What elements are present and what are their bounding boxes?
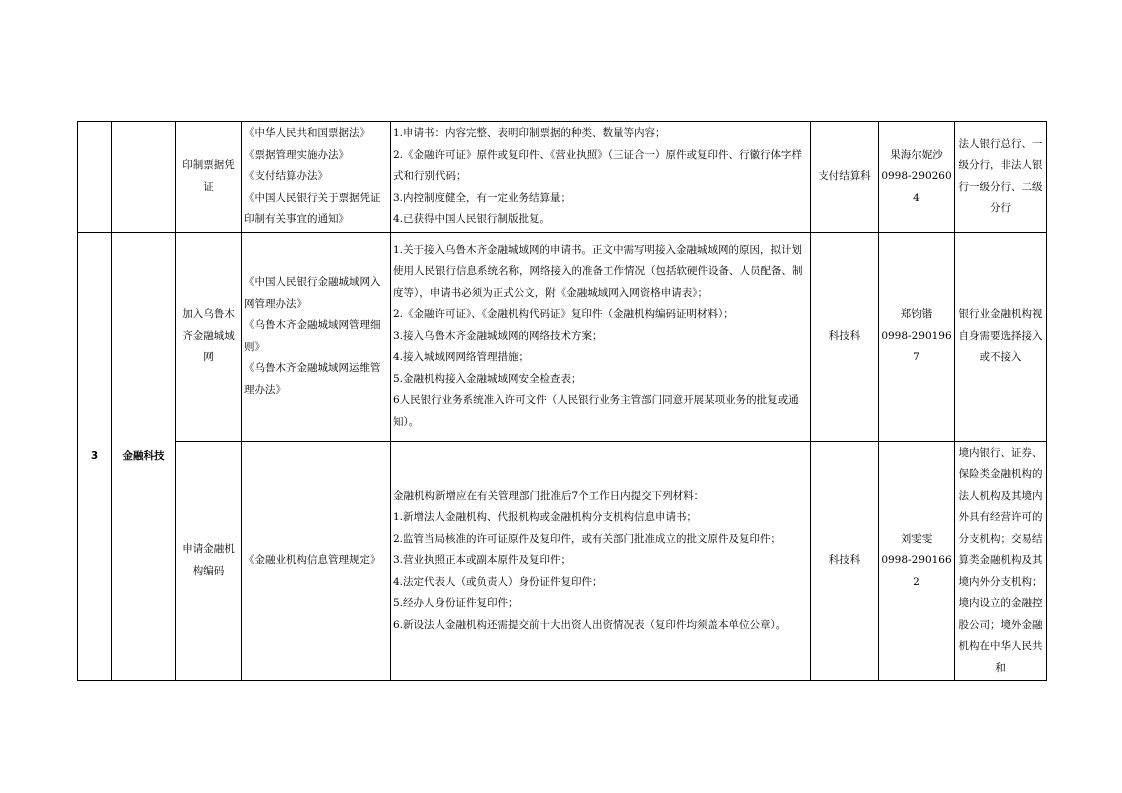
- material-line: 6.新设法人金融机构还需提交前十大出资人出资情况表（复印件均须盖本单位公章）。: [393, 618, 787, 631]
- materials-cell: [391, 441, 811, 681]
- materials-cell: [391, 122, 811, 233]
- contact-phone: 0998-2901967: [881, 329, 952, 364]
- item-cell: 印制票据凭证: [176, 122, 242, 233]
- basis-line: 《乌鲁木齐金融城域网运维管理办法》: [244, 362, 381, 396]
- category-cell: 金融科技: [112, 232, 176, 681]
- material-line: 2.《金融许可证》、《金融机构代码证》复印件（金融机构编码证明材料）；: [393, 308, 734, 321]
- item-cell: 加入乌鲁木齐金融城域网: [176, 232, 242, 441]
- material-line: 5.金融机构接入金融城域网安全检查表；: [393, 372, 582, 385]
- scope-cell: 银行业金融机构视自身需要选择接入或不接入: [955, 232, 1047, 441]
- contact-name: 刘雯雯: [900, 532, 933, 545]
- basis-line: 《中国人民银行关于票据凭证印制有关事宜的通知》: [244, 191, 381, 225]
- department-cell: 支付结算科: [811, 122, 879, 233]
- materials-cell: [391, 232, 811, 441]
- basis-line: 《中华人民共和国票据法》: [244, 127, 370, 139]
- material-line: 3.营业执照正本或副本原件及复印件；: [393, 554, 572, 566]
- category-cell: [112, 122, 176, 233]
- table-row: [78, 122, 1047, 233]
- basis-line: 《票据管理实施办法》: [244, 148, 349, 161]
- basis-cell: [242, 122, 391, 233]
- row-number-cell: [78, 122, 112, 233]
- material-line: 4.法定代表人（或负责人）身份证件复印件；: [393, 575, 603, 588]
- material-line: 4.接入城域网网络管理措施；: [393, 351, 530, 364]
- department-cell: 科技科: [811, 232, 879, 441]
- material-line: 3.接入乌鲁木齐金融城域网的网络技术方案；: [393, 329, 603, 342]
- material-line: 金融机构新增应在有关管理部门批准后7个工作日内提交下列材料：: [393, 489, 705, 502]
- basis-line: 《支付结算办法》: [244, 170, 328, 182]
- material-line: 5.经办人身份证件复印件；: [393, 597, 519, 609]
- material-line: 6人民银行业务系统准入许可文件（人民银行业务主管部门同意开展某项业务的批复或通知）。: [393, 394, 799, 428]
- material-line: 3.内控制度健全，有一定业务结算量；: [393, 191, 572, 204]
- basis-cell: [242, 232, 391, 441]
- contact-name: 郑钧锴: [900, 308, 933, 321]
- material-line: 1.关于接入乌鲁木齐金融城域网的申请书。正文中需写明接入金融城域网的原因，拟计划使用人民银行信息系统名称，网络接入的准备工作情况（包括软硬件设备、人员配备、制度等），申请书必须为正式公文，附《金融城域网入网资格申请表》；: [393, 243, 803, 299]
- material-line: 1.申请书：内容完整、表明印制票据的种类、数量等内容；: [393, 127, 666, 139]
- row-number-cell: 3: [78, 232, 112, 681]
- table-row: [78, 232, 1047, 441]
- contact-cell: [879, 232, 955, 441]
- basis-line: 《乌鲁木齐金融城域网管理细则》: [244, 319, 381, 353]
- basis-line: 《金融业机构信息管理规定》: [244, 554, 381, 566]
- services-table: [77, 121, 1047, 681]
- contact-name: 果海尔妮沙: [890, 148, 943, 161]
- basis-cell: [242, 441, 391, 681]
- material-line: 2.监管当局核准的许可证原件及复印件，或有关部门批准成立的批文原件及复印件；: [393, 532, 782, 545]
- item-cell: 申请金融机构编码: [176, 441, 242, 681]
- material-line: 2.《金融许可证》原件或复印件、《营业执照》（三证合一）原件或复印件、行徽行体字样式和行别代码；: [393, 148, 803, 182]
- scope-cell: 法人银行总行、一级分行，非法人银行一级分行、二级分行: [955, 122, 1047, 233]
- contact-cell: [879, 441, 955, 681]
- contact-phone: 0998-2901662: [881, 554, 952, 588]
- department-cell: 科技科: [811, 441, 879, 681]
- basis-line: 《中国人民银行金融城域网入网管理办法》: [244, 276, 381, 310]
- contact-cell: [879, 122, 955, 233]
- scope-cell: 境内银行、证券、保险类金融机构的法人机构及其境内外具有经营许可的分支机构；交易结算类金融机构及其境内外分支机构；境内设立的金融控股公司；境外金融机构在中华人民共和: [955, 441, 1047, 681]
- table-row: [78, 441, 1047, 681]
- material-line: 1.新增法人金融机构、代报机构或金融机构分支机构信息申请书；: [393, 511, 698, 523]
- material-line: 4.已获得中国人民银行制版批复。: [393, 213, 551, 225]
- contact-phone: 0998-2902604: [881, 170, 952, 204]
